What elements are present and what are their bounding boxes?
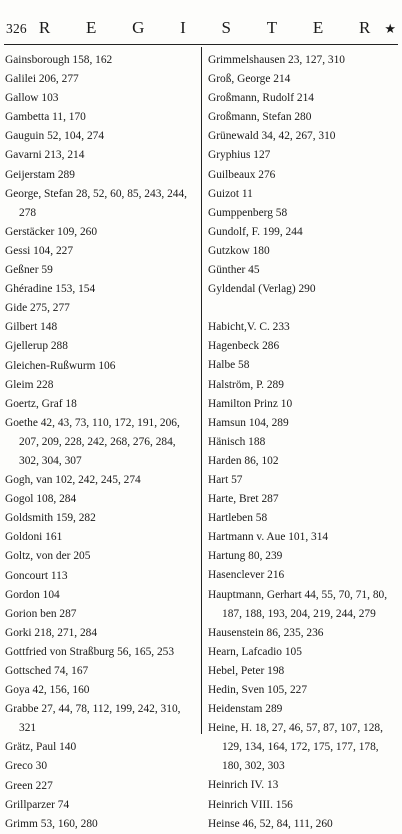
index-entry: Geßner 59 [5,264,53,277]
index-entry: Hartleben 58 [208,512,268,525]
index-entry: Goya 42, 156, 160 [5,684,90,697]
title-letter: G [132,18,145,37]
index-entry: Gumppenberg 58 [208,206,288,219]
index-entry: Gallow 103 [5,92,59,105]
index-entry: Hearn, Lafcadio 105 [208,645,302,658]
running-title [39,18,370,38]
index-entry: Gerstäcker 109, 260 [5,225,98,238]
index-entry: Gauguin 52, 104, 274 [5,130,105,143]
index-entry: Halström, P. 289 [208,378,284,391]
header-rule [4,44,398,45]
index-entry: Goltz, von der 205 [5,550,91,563]
title-letter: I [180,18,186,37]
index-entry: Hausenstein 86, 235, 236 [208,626,324,639]
index-entry: Goldoni 161 [5,531,63,544]
title-letter: E [312,18,324,37]
index-entry: Grimmelshausen 23, 127, 310 [208,54,345,66]
index-entry: Gottsched 74, 167 [5,665,89,677]
index-entry: Gleichen-Rußwurm 106 [5,359,116,372]
title-letter: R [38,18,51,37]
index-entry: Hasenclever 216 [208,569,285,582]
index-entry: Gorki 218, 271, 284 [5,626,98,639]
index-entry: Hänisch 188 [208,435,266,448]
title-letter: E [85,18,97,37]
index-entry: Grabbe 27, 44, 78, 112, 199, 242, 310, 321 [5,703,181,735]
index-entry: Heidenstam 289 [208,703,283,716]
star-ornament-icon: ★ [384,21,396,36]
index-entry: Gottfried von Straßburg 56, 165, 253 [5,645,175,658]
title-letter: T [266,18,278,37]
index-entry: Gleim 228 [5,378,54,391]
index-entry: Harden 86, 102 [208,454,279,467]
index-entry: Gyldendal (Verlag) 290 [208,283,316,296]
index-entry: Hamsun 104, 289 [208,416,289,429]
index-entry: Geijerstam 289 [5,168,75,181]
title-letter: S [221,18,231,37]
index-entry: George, Stefan 28, 52, 60, 85, 243, 244, 278 [5,187,188,219]
index-entry: Gainsborough 158, 162 [5,54,113,66]
page-header [6,18,396,40]
index-entry: Großmann, Stefan 280 [208,111,312,124]
index-entry: Gogh, van 102, 242, 245, 274 [5,474,141,487]
index-entry: Grimm 53, 160, 280 [5,817,98,830]
index-entry: Hedin, Sven 105, 227 [208,684,308,696]
index-entry: Grätz, Paul 140 [5,741,77,754]
index-entry: Harte, Bret 287 [208,493,279,506]
title-letter: R [358,18,371,37]
index-entry: Heinrich VIII. 156 [208,798,293,811]
index-column-left [5,51,197,834]
page-number: 326 [6,21,27,36]
index-entry: Gogol 108, 284 [5,493,77,506]
index-entry: Hagenbeck 286 [208,340,280,353]
index-entry: Hartung 80, 239 [208,550,283,563]
index-entry: Heinse 46, 52, 84, 111, 260 [208,817,333,830]
index-entry: Gide 275, 277 [5,302,70,315]
index-entry: Gessi 104, 227 [5,244,74,257]
index-entry: Habicht,V. C. 233 [208,321,290,334]
index-entry: Guizot 11 [208,187,253,200]
index-entry: Gryphius 127 [208,149,271,162]
index-entry: Gambetta 11, 170 [5,111,86,124]
index-entry: Grillparzer 74 [5,798,70,811]
index-entry: Groß, George 214 [208,73,291,86]
index-entry: Hebel, Peter 198 [208,664,285,677]
index-entry: Gundolf, F. 199, 244 [208,225,303,238]
index-entry: Goncourt 113 [5,569,68,582]
index-entry: Hauptmann, Gerhart 44, 55, 70, 71, 80, 187, 188, 193, 204, 219, 244, 279 [208,588,388,620]
index-entry: Halbe 58 [208,359,250,372]
index-entry: Gjellerup 288 [5,340,68,353]
index-entry: Guilbeaux 276 [208,168,276,181]
index-entry: Heinrich IV. 13 [208,779,279,792]
index-column-right [208,51,398,834]
index-entry: Goertz, Graf 18 [5,397,77,410]
index-entry: Gilbert 148 [5,321,58,334]
index-entry: Goldsmith 159, 282 [5,512,96,525]
index-entry: Günther 45 [208,264,260,277]
index-entry: Green 227 [5,779,53,792]
index-entry: Goethe 42, 43, 73, 110, 172, 191, 206, 207, 209, 228, 242, 268, 276, 284, 302, 304, 307 [5,416,180,467]
index-entry: Greco 30 [5,760,48,773]
index-entry: Heine, H. 18, 27, 46, 57, 87, 107, 128, 129, 134, 164, 172, 175, 177, 178, 180, 302, 303 [208,722,383,773]
index-entry: Hart 57 [208,473,243,486]
index-entry: Ghéradine 153, 154 [5,283,96,296]
index-entry: Grünewald 34, 42, 267, 310 [208,130,336,143]
column-divider [201,47,202,734]
index-entry: Großmann, Rudolf 214 [208,92,314,105]
index-entry: Gavarni 213, 214 [5,149,85,162]
index-entry: Gordon 104 [5,588,60,601]
index-entry: Hamilton Prinz 10 [208,397,293,410]
index-entry: Hartmann v. Aue 101, 314 [208,531,329,544]
index-entry: Galilei 206, 277 [5,73,79,86]
index-entry: Gorion ben 287 [5,607,77,620]
index-entry: Gutzkow 180 [208,244,270,257]
